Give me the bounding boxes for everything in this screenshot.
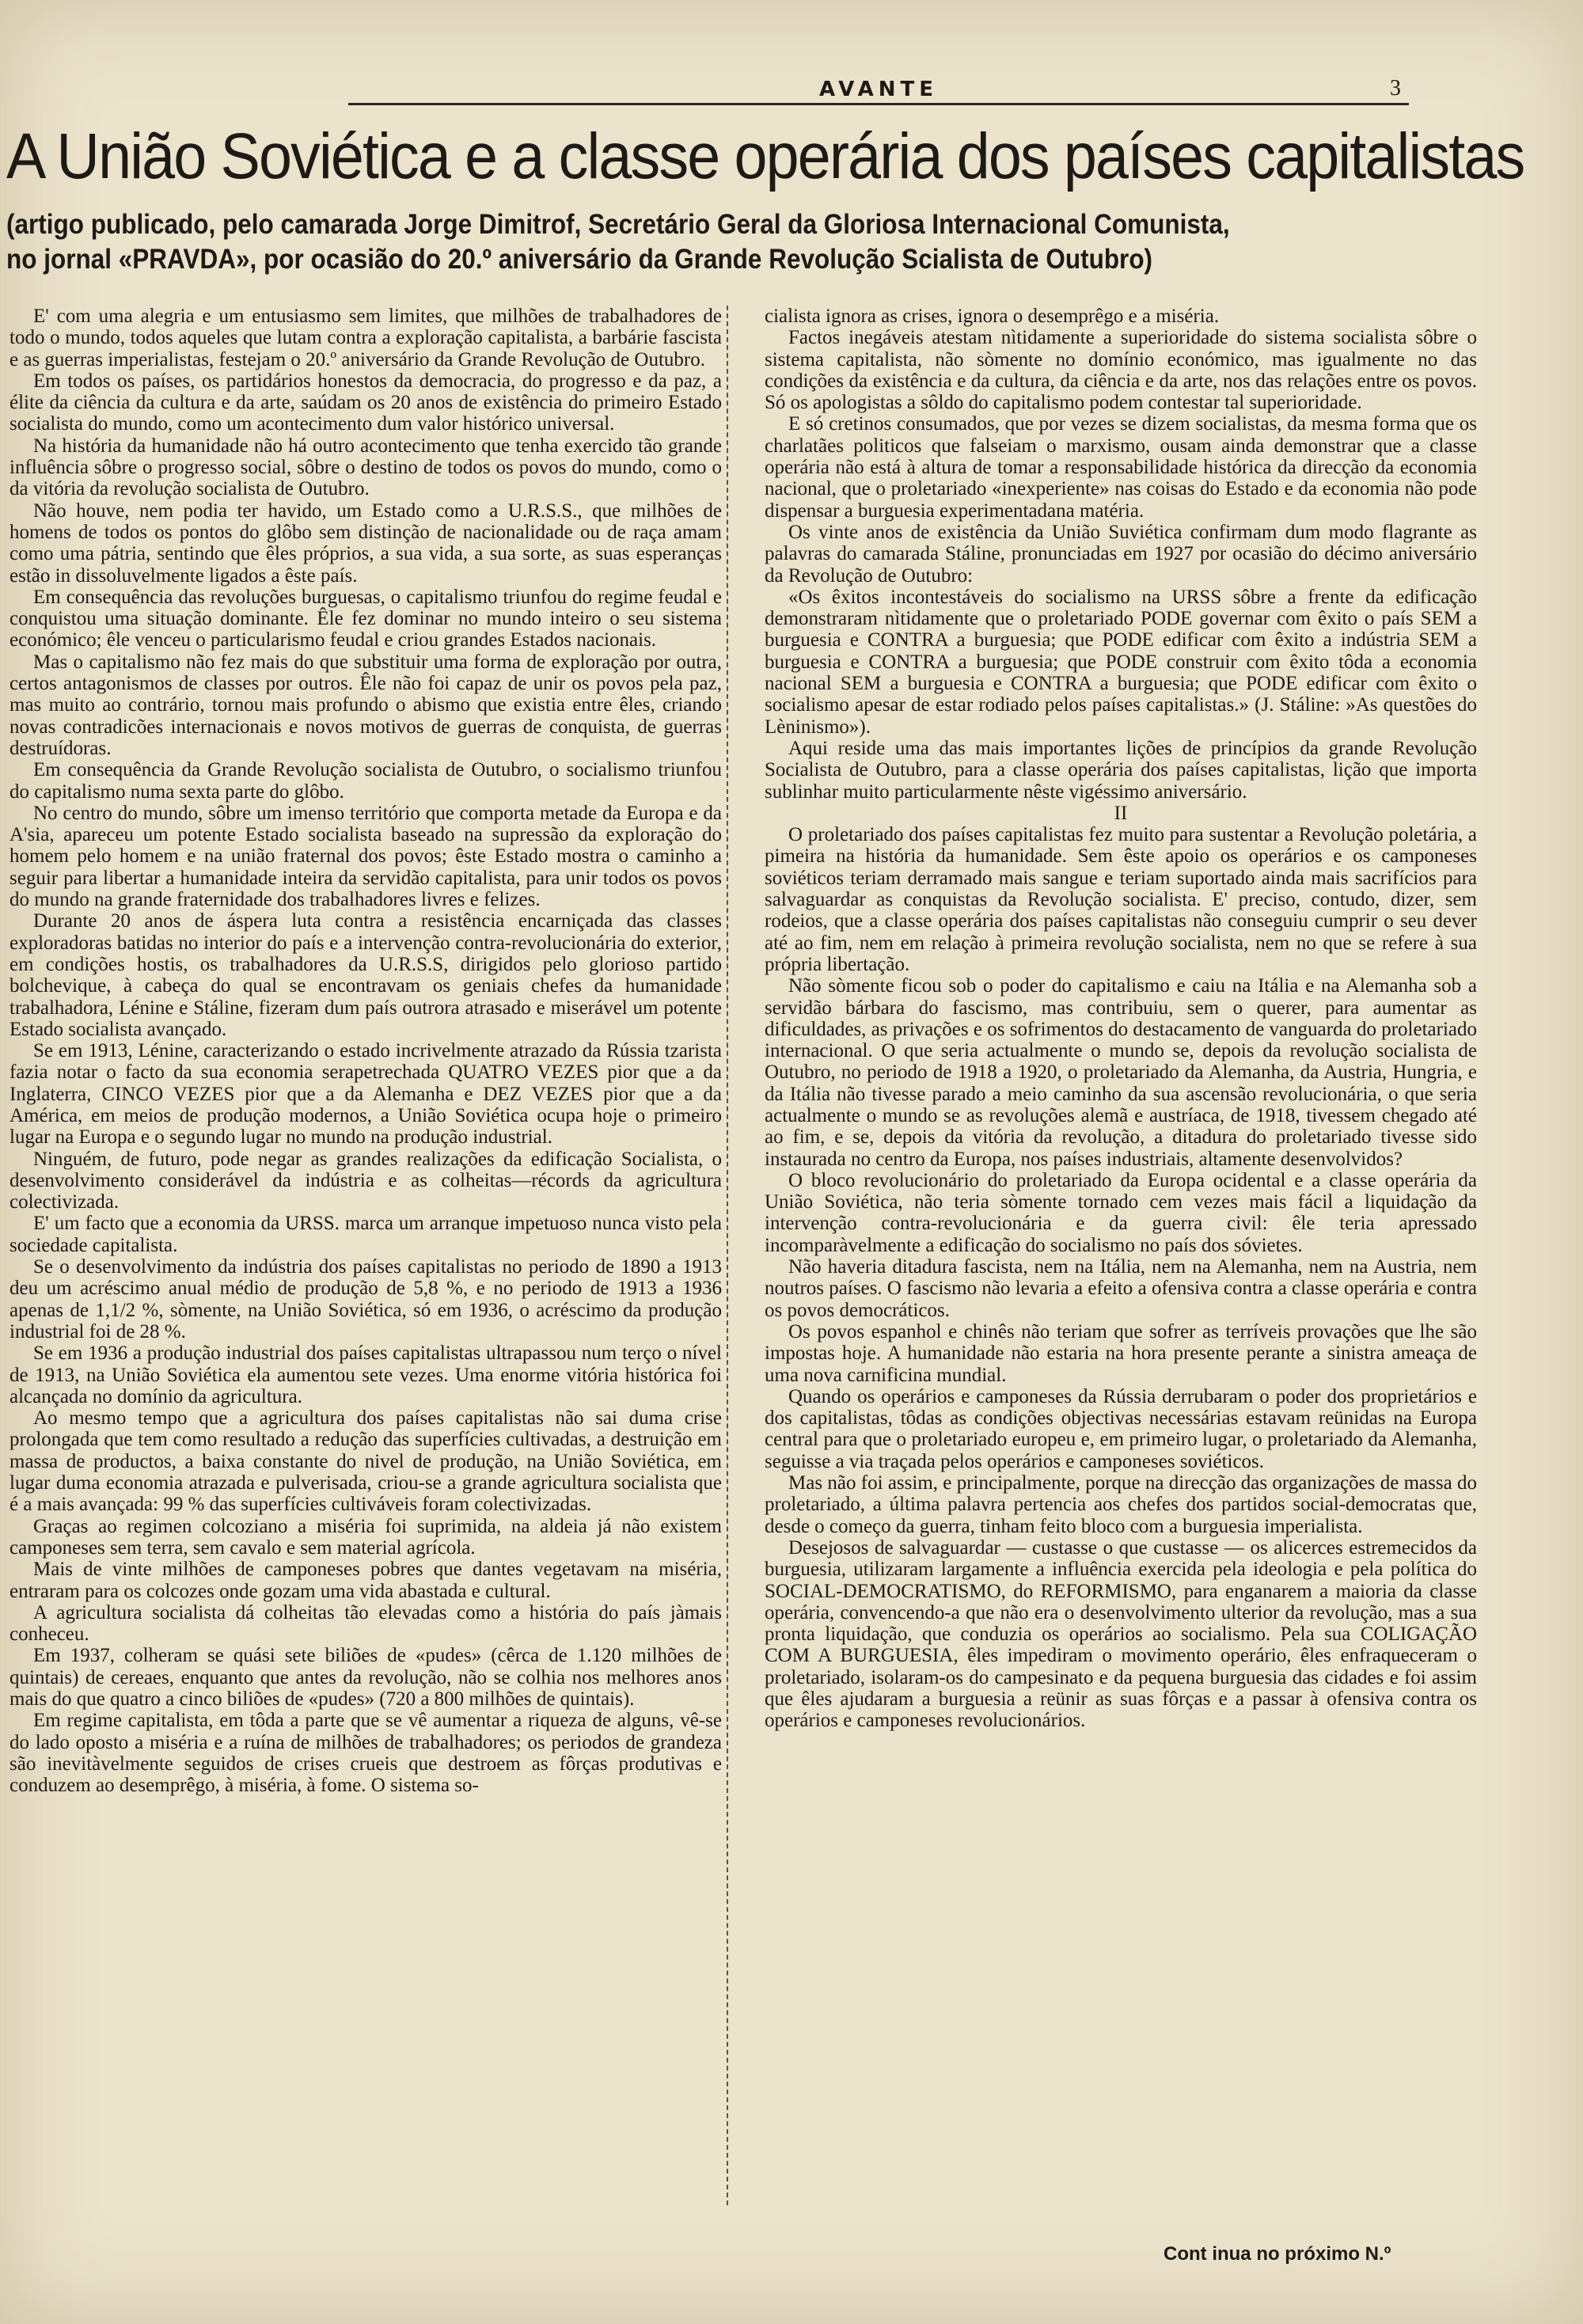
paragraph: Em 1937, colheram se quási sete biliões de «pudes» (cêrca de 1.120 milhões de quintais) de cereaes, enquanto que antes da revolução, não se colhia nos melhores anos mais do que quatro a cinco biliões de «pudes» (720 a 800 milhões de quintais). <box>9 1645 722 1710</box>
paragraph: Ao mesmo tempo que a agricultura dos países capitalistas não sai duma crise prolongada que tem como resultado a redução das superfícies cultivadas, a destruição em massa de productos, a baixa constante do nivel de produção, na União Soviética, em lugar duma economia atrazada e pulverisada, criou-se a grande agricultura socialista que é a mais avançada: 99 % das superfícies cultiváveis foram colectivizadas. <box>9 1407 722 1516</box>
paragraph: Factos inegáveis atestam nìtidamente a superioridade do sistema socialista sôbre o sistema capitalista, não sòmente no domínio económico, mas igualmente no das condições da existência e da cultura, da ciência e da arte, nos das relações entre os povos. Só os apologistas a sôldo do capitalismo podem contestar tal superioridade. <box>765 327 1477 414</box>
paragraph: Desejosos de salvaguardar — custasse o que custasse — os alicerces estremecidos da burguesia, utilizaram largamente a influência exercida pela ideologia e pela política do SOCIAL-DEMOCRATISMO, do REFORMISMO, para enganarem a maioria da classe operária, convencendo-a que não era o desenvolvimento ulterior da revolução, mas a sua pronta liquidação, que conduzia os operários ao socialismo. Pela sua COLIGAÇÃO COM A BURGUESIA, êles impediram o movimento operário, êles enfraqueceram o proletariado, isolaram-os do campesinato e da pequena burguesia das cidades e foi assim que êles ajudaram a burguesia a reünir as suas fôrças e a passar à ofensiva contra os operários e camponeses revolucionários. <box>765 1536 1477 1732</box>
paragraph: Durante 20 anos de áspera luta contra a resistência encarniçada das classes exploradoras batidas no interior do país e a intervenção contra-revolucionária do exterior, em condições hostis, os trabalhadores da U.R.S.S, dirigidos pelo glorioso partido bolchevique, à cabeça do qual se encontravam os geniais chefes da humanidade trabalhadora, Lénine e Stáline, fizeram dum país outrora atrasado e miserável um potente Estado socialista avançado. <box>9 910 722 1040</box>
paragraph: Não haveria ditadura fascista, nem na Itália, nem na Alemanha, nem na Austria, nem noutros países. O fascismo não levaria a efeito a ofensiva contra a classe operária e contra os povos democráticos. <box>765 1256 1477 1321</box>
paragraph: Se em 1913, Lénine, caracterizando o estado incrivelmente atrazado da Rússia tzarista fazia notar o facto da sua economia serapetrechada QUATRO VEZES pior que a da Inglaterra, CINCO VEZES pior que a da Alemanha e DEZ VEZES pior que a da América, em meios de produção modernos, a União Soviética ocupa hoje o primeiro lugar na Europa e o segundo lugar no mundo na produção industrial. <box>9 1040 722 1149</box>
masthead <box>348 76 1409 105</box>
paragraph: Os povos espanhol e chinês não teriam que sofrer as terríveis provações que lhe são impostas hoje. A humanidade não estaria na hora presente perante a sinistra ameaça de uma nova carnificina mundial. <box>765 1320 1477 1386</box>
paragraph: Ninguém, de futuro, pode negar as grandes realizações da edificação Socialista, o desenvolvimento considerável da indústria e as colheitas—récords da agricultura colectivizada. <box>9 1148 722 1213</box>
paragraph: Não houve, nem podia ter havido, um Estado como a U.R.S.S., que milhões de homens de todos os pontos do glôbo sem distinção de nacionalidade ou de raça amam como uma pátria, sentindo que êles próprios, a sua vida, a sua sorte, as suas esperanças estão in dissoluvelmente ligados a êste país. <box>9 499 722 587</box>
paragraph: E' com uma alegria e um entusiasmo sem limites, que milhões de trabalhadores de todo o mundo, todos aqueles que lutam contra a exploração capitalista, a barbárie fascista e as guerras imperialistas, festejam o 20.º aniversário da Grande Revolução de Outubro. <box>9 306 722 370</box>
paragraph: A agricultura socialista dá colheitas tão elevadas como a história do país jàmais conheceu. <box>9 1601 722 1646</box>
paragraph: O bloco revolucionário do proletariado da Europa ocidental e a classe operária da União Soviética, não teria sòmente tornado cem vezes mais fácil a liquidação da intervenção contra-revolucionária e da guerra civil: êle teria apressado incomparàvelmente a edificação do socialismo no país dos sóvietes. <box>765 1169 1477 1256</box>
paragraph: O proletariado dos países capitalistas fez muito para sustentar a Revolução poletária, a pimeira na história da humanidade. Sem êste apoio os operários e os camponeses soviéticos teriam derramado mais sangue e teriam suportado ainda mais sacrifícios para salvaguardar as conquistas da Revolução socialista. E' preciso, contudo, dizer, sem rodeios, que a classe operária dos países capitalistas não conseguiu cumprir o seu dever até ao fim, nem em relação à primeira revolução socialista, nem no que se refere à sua própria libertação. <box>765 824 1477 975</box>
paragraph: Se em 1936 a produção industrial dos países capitalistas ultrapassou num terço o nível de 1913, na União Soviética ela aumentou sete vezes. Uma enorme vitória histórica foi alcançada no domínio da agricultura. <box>9 1342 722 1407</box>
paragraph: Quando os operários e camponeses da Rússia derrubaram o poder dos proprietários e dos capitalistas, tôdas as condições objectivas necessárias estavam reünidas na Europa central para que o proletariado europeu e, em primeiro lugar, o proletariado da Alemanha, seguisse a via traçada pelos operários e camponeses soviéticos. <box>765 1385 1477 1472</box>
paragraph: E' um facto que a economia da URSS. marca um arranque impetuoso nunca visto pela sociedade capitalista. <box>9 1213 722 1256</box>
section-number: II <box>1114 802 1128 824</box>
paragraph: E só cretinos consumados, que por vezes se dizem socialistas, da mesma forma que os charlatães politicos que falseiam o marxismo, ousam ainda demonstrar que a classe operária não está à altura de tomar a responsabilidade histórica da direcção da economia nacional, que o proletariado «inexperiente» nas coisas do Estado e da economia não pode dispensar a burguesia experimentadana matéria. <box>765 413 1477 522</box>
article-subheadline <box>6 207 1438 277</box>
paragraph: cialista ignora as crises, ignora o desemprêgo e a miséria. <box>765 306 1220 327</box>
paragraph: No centro do mundo, sôbre um imenso território que comporta metade da Europa e da A'sia, apareceu um potente Estado socialista baseado na supressão da exploração do homem pelo homem e na união fraternal dos povos; êste Estado mostra o caminho a seguir para libertar a humanidade inteira da servidão capitalista, para unir todos os povos do mundo na grande fraternidade dos trabalhadores livres e felizes. <box>9 802 722 911</box>
paragraph: Os vinte anos de existência da União Suviética confirmam dum modo flagrante as palavras do camarada Stáline, pronunciadas em 1927 por ocasião do décimo aniversário da Revolução de Outubro: <box>765 521 1477 587</box>
left-column <box>9 306 722 2253</box>
masthead-title: AVANTE <box>818 78 939 101</box>
quote-paragraph: «Os êxitos incontestáveis do socialismo na URSS sôbre a frente da edificação demonstraram nìtidamente que o proletariado PODE governar com êxito o país SEM a burguesia e CONTRA a burguesia; que PODE edificar com êxito a indústria SEM a burguesia e CONTRA a burguesia; que PODE construir com êxito tôda a economia nacional SEM a burguesia e CONTRA a burguesia; que PODE edificar com êxito o socialismo apesar de estar rodiado pelos países capitalistas.» (J. Stáline: »As questões do Lèninismo»). <box>765 586 1477 738</box>
paragraph: Na história da humanidade não há outro acontecimento que tenha exercido tão grande influência sôbre o progresso social, sôbre o destino de todos os povos do mundo, como o da vitória da revolução socialista de Outubro. <box>9 435 722 500</box>
paragraph: Graças ao regimen colcoziano a miséria foi suprimida, na aldeia já não existem camponeses sem terra, sem cavalo e sem material agrícola. <box>9 1515 722 1559</box>
column-divider <box>727 306 728 2205</box>
right-column <box>765 306 1477 2253</box>
paragraph: Se o desenvolvimento da indústria dos países capitalistas no periodo de 1890 a 1913 deu um acréscimo anual médio de produção de 5,8 %, e no periodo de 1913 a 1936 apenas de 1,1/2 %, sòmente, na União Soviética, só em 1936, o acréscimo da produção industrial foi de 28 %. <box>9 1256 722 1342</box>
page-number: 3 <box>1390 76 1401 101</box>
paragraph: Mais de vinte milhões de camponeses pobres que dantes vegetavam na miséria, entraram para os colcozes onde gozam uma vida abastada e cultural. <box>9 1559 722 1602</box>
paragraph: Não sòmente ficou sob o poder do capitalismo e caiu na Itália e na Alemanha sob a servidão bárbara do fascismo, mas contribuiu, sem o querer, para aumentar as dificuldades, as privações e os sofrimentos do destacamento de vanguarda do proletariado internacional. O que seria actualmente o mundo se, depois da revolução socialista de Outubro, no periodo de 1918 a 1920, o proletariado da Alemanha, da Austria, Hungria, e da Itália não tivesse parado a meio caminho da sua ascensão revolucionária, o que seria actualmente o mundo se as revoluções alemã e austríaca, de 1918, tivessem chegado até ao fim, e se, depois da vitória da revolução, a ditadura do proletariado tivesse sido instaurada no centro da Europa, nos países industriais, altamente desenvolvidos? <box>765 975 1477 1170</box>
subheadline-line: no jornal «PRAVDA», por ocasião do 20.º aniversário da Grande Revolução Scialista de Outubro) <box>6 244 1153 275</box>
paragraph: Em todos os países, os partidários honestos da democracia, do progresso e da paz, a élite da ciência da cultura e da arte, saúdam os 20 anos de existência do primeiro Estado socialista do mundo, como um acontecimento dum valor histórico universal. <box>9 370 722 435</box>
subheadline-line: (artigo publicado, pelo camarada Jorge Dimitrof, Secretário Geral da Gloriosa Internacional Comunista, <box>6 209 1230 240</box>
paragraph: Mas o capitalismo não fez mais do que substituir uma forma de exploração por outra, certos antagonismos de classes por outros. Êle não foi capaz de unir os povos pela paz, mas muito ao contrário, tornou mais profundo o abismo que existia entre êles, criando novas contradicões internacionais e novos motivos de guerras de conquista, de guerras destruídoras. <box>9 651 722 759</box>
paragraph: Mas não foi assim, e principalmente, porque na direcção das organizações de massa do proletariado, a última palavra pertencia aos chefes dos partidos social-democratas que, desde o começo da guerra, tinham feito bloco com a burguesia imperialista. <box>765 1472 1477 1537</box>
article-headline: A União Soviética e a classe operária dos países capitalistas <box>6 120 1524 192</box>
paragraph: Aqui reside uma das mais importantes lições de princípios da grande Revolução Socialista de Outubro, para a classe operária dos países capitalistas, lição que importa sublinhar muito particularmente nêste vigéssimo aniversário. <box>765 737 1477 803</box>
continuation-note: Cont inua no próximo N.º <box>1164 2243 1391 2265</box>
paragraph: Em consequência das revoluções burguesas, o capitalismo triunfou do regime feudal e conquistou uma situação dominante. Êle fez dominar no mundo inteiro o seu sistema económico; êle venceu o particularismo feudal e criou grandes Estados nacionais. <box>9 586 722 651</box>
paragraph: Em regime capitalista, em tôda a parte que se vê aumentar a riqueza de alguns, vê-se do lado oposto a miséria e a ruína de milhões de trabalhadores; os periodos de grandeza são inevitàvelmente seguidos de crises crueis que destroem as fôrças produtivas e conduzem ao desemprêgo, à miséria, à fome. O sistema so- <box>9 1710 722 1797</box>
paragraph: Em consequência da Grande Revolução socialista de Outubro, o socialismo triunfou do capitalismo numa sexta parte do glôbo. <box>9 759 722 803</box>
